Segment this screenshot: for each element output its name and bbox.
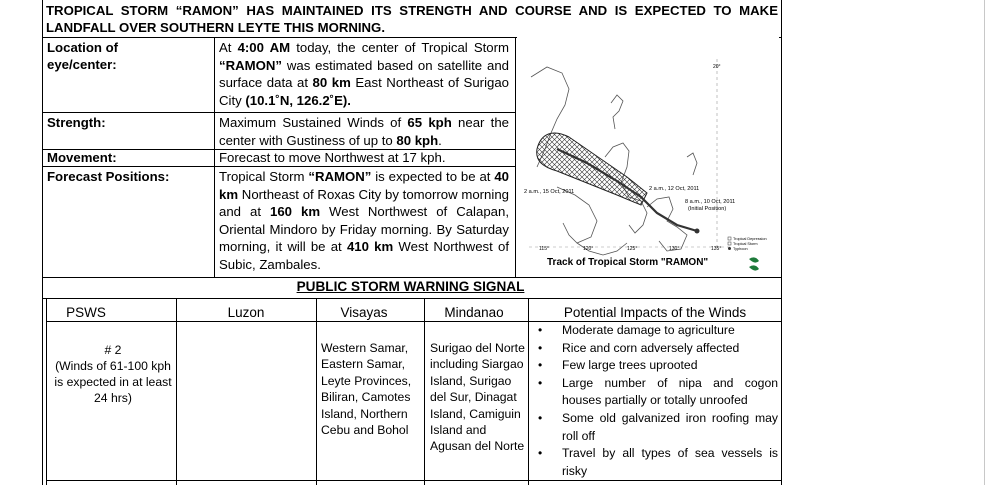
- lon-label: 135°: [711, 246, 722, 252]
- mindanao-areas: Surigao del Norte including Siargao Island, Surigao del Sur, Dinagat Island, Camiguin Island and Agusan del Norte: [430, 341, 525, 454]
- movement-text: Forecast to move Northwest at 17 kph.: [219, 150, 446, 165]
- lon-label: 130°: [669, 246, 680, 252]
- list-item: • Large number of nipa and cogon houses partially or totally unroofed: [534, 375, 778, 410]
- label-12-oct: 2 a.m., 12 Oct, 2011: [649, 186, 700, 192]
- list-item: • Moderate damage to agriculture: [534, 322, 778, 340]
- psws-divider-2: [316, 298, 317, 485]
- row-divider-1: [42, 112, 516, 113]
- psws-title-bottom-border: [42, 298, 782, 299]
- strength-text: Maximum Sustained Winds of 65 kph near the center with Gustiness of up to 80 kph.: [219, 115, 509, 148]
- map-caption: Track of Tropical Storm "RAMON": [547, 257, 709, 268]
- header-luzon: Luzon: [227, 305, 265, 320]
- label-initial-position: (Initial Position): [688, 206, 727, 212]
- svg-text:Typhoon: Typhoon: [733, 247, 748, 251]
- psws-title: PUBLIC STORM WARNING SIGNAL: [296, 279, 525, 294]
- impacts-list: [534, 322, 778, 480]
- label-column-divider: [214, 37, 215, 277]
- strength-label: Strength:: [47, 115, 106, 130]
- bulletin-headline: TROPICAL STORM “RAMON” HAS MAINTAINED ITS STRENGTH AND COURSE AND IS EXPECTED TO MAKE LANDFALL OVER SOUTHERN LEYTE THIS MORNING.: [46, 3, 778, 35]
- map-column-divider: [515, 37, 516, 277]
- lon-label: 125°: [627, 246, 638, 252]
- header-psws: PSWS: [66, 305, 106, 320]
- location-text: At 4:00 AM today, the center of Tropical Storm “RAMON” was estimated based on satellite and surface data at 80 km East Northeast of Surigao City (10.1˚N, 126.2˚E).: [219, 40, 510, 108]
- psws-divider-4: [528, 298, 529, 485]
- signal-number: # 2: [104, 343, 122, 357]
- psws-left-border: [46, 298, 47, 485]
- forecast-label: Forecast Positions:: [47, 169, 170, 184]
- psws-divider-1: [176, 298, 177, 485]
- svg-text:Tropical Depression: Tropical Depression: [733, 237, 767, 241]
- header-visayas: Visayas: [340, 305, 388, 320]
- lon-label: 120°: [583, 246, 594, 252]
- page-edge: [984, 0, 985, 485]
- list-item: • Few large trees uprooted: [534, 357, 778, 375]
- header-mindanao: Mindanao: [444, 305, 504, 320]
- label-10-oct: 8 a.m., 10 Oct, 2011: [685, 199, 736, 205]
- visayas-areas: Western Samar, Eastern Samar, Leyte Provinces, Biliran, Camotes Island, Northern Cebu and Bohol: [321, 341, 412, 438]
- table-right-border: [781, 0, 782, 485]
- table-left-border: [42, 0, 43, 485]
- svg-text:Tropical Storm: Tropical Storm: [733, 242, 758, 246]
- label-15-oct: 2 a.m., 15 Oct, 2011: [524, 189, 575, 195]
- forecast-text: Tropical Storm “RAMON” is expected to be at 40 km Northeast of Roxas City by tomorrow morning and at 160 km West Northwest of Calapan, Oriental Mindoro by Friday morning. By Saturday morning, it will be at 410 km West Northwest of Subic, Zambales.: [219, 169, 510, 272]
- list-item: • Travel by all types of sea vessels is risky: [534, 445, 778, 480]
- location-label: Location of eye/center:: [47, 40, 119, 72]
- lon-label: 115°: [539, 246, 549, 252]
- list-item: • Some old galvanized iron roofing may roll off: [534, 410, 778, 445]
- lat-label: 20°: [713, 64, 721, 70]
- signal-cell: [50, 342, 176, 406]
- storm-track-map: [517, 37, 779, 277]
- header-impacts: Potential Impacts of the Winds: [563, 305, 747, 320]
- signal-description: (Winds of 61-100 kph is expected in at least 24 hrs): [54, 359, 172, 405]
- list-item: • Rice and corn adversely affected: [534, 340, 778, 358]
- psws-divider-3: [424, 298, 425, 485]
- initial-position-marker: [695, 229, 700, 234]
- movement-label: Movement:: [47, 150, 117, 165]
